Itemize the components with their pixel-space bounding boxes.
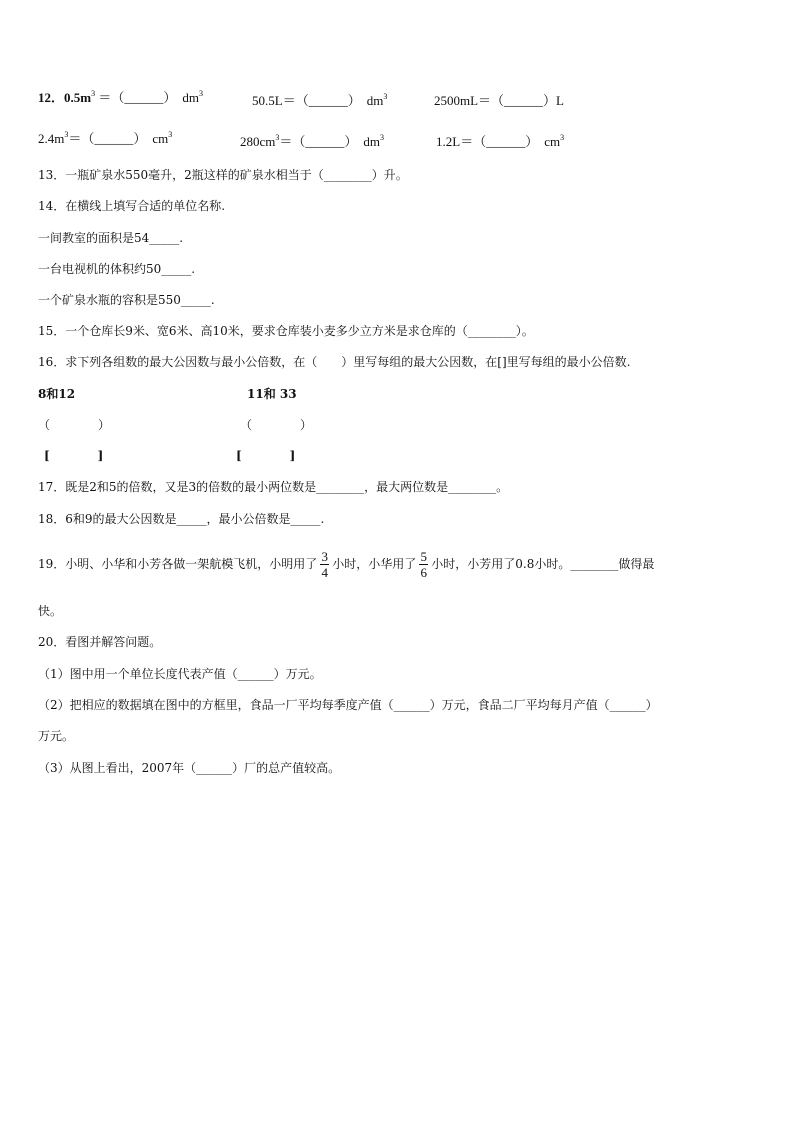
q12-r2-c3-left: 1.2L＝（______） bbox=[436, 134, 539, 149]
q12-r2-c1-eq: ＝（______） bbox=[68, 131, 147, 146]
q16-group1-bracket: [ ] bbox=[44, 449, 104, 463]
q12-r1-c2-unit: dm bbox=[366, 93, 384, 108]
q12-r2-c3-unit: cm bbox=[544, 134, 561, 149]
q19-line1 bbox=[38, 548, 654, 580]
q12-r2-c2-unit: dm bbox=[363, 134, 381, 149]
q18-text: 18．6和9的最大公因数是_____，最小公倍数是_____. bbox=[38, 512, 325, 526]
q12-row1 bbox=[38, 90, 203, 106]
q12-r1-c2-left: 50.5L＝（______） bbox=[252, 93, 361, 108]
q12-r1-c3-left: 2500mL＝（______）L bbox=[434, 93, 564, 108]
q16-group2-label: 11和 33 bbox=[247, 387, 297, 401]
q12-r2-c2 bbox=[240, 131, 384, 150]
q12-r2-c2-unit-sup: 3 bbox=[380, 133, 385, 142]
q14-item-1: 一间教室的面积是54_____. bbox=[38, 231, 184, 245]
q16-group2-paren: （ ） bbox=[240, 418, 313, 432]
q14-item-2: 一台电视机的体积约50_____. bbox=[38, 262, 196, 276]
q19-part2: 小时，小华用了 bbox=[332, 557, 417, 571]
q12-number: 12． bbox=[38, 90, 65, 105]
q12-r2-c1-unit: cm bbox=[152, 131, 169, 146]
q12-row2 bbox=[38, 131, 172, 147]
q12-r1-c1-left: 0.5m bbox=[64, 90, 92, 105]
q19-frac2-den: 6 bbox=[420, 565, 428, 580]
q19-part3: 小时，小芳用了0.8小时。________做得最 bbox=[431, 557, 655, 571]
q20-sub2b: 万元。 bbox=[38, 729, 75, 743]
q13-text: 13．一瓶矿泉水550毫升，2瓶这样的矿泉水相当于（________）升。 bbox=[38, 168, 408, 182]
q14-title: 14．在横线上填写合适的单位名称. bbox=[38, 199, 226, 213]
q12-r1-c1-sup: 3 bbox=[91, 89, 96, 98]
q20-sub2a: （2）把相应的数据填在图中的方框里，食品一厂平均每季度产值（______）万元，食品二厂平均每月产值（______） bbox=[38, 698, 658, 712]
q12-r1-c2-unit-sup: 3 bbox=[383, 92, 388, 101]
q12-r2-c2-eq: ＝（______） bbox=[279, 134, 358, 149]
q12-r1-c1-eq: ＝（______） bbox=[95, 90, 177, 105]
q12-r1-c1-unit: dm bbox=[182, 90, 199, 105]
q19-frac1-num: 3 bbox=[321, 549, 329, 564]
q12-r1-c1-unit-sup: 3 bbox=[199, 89, 203, 98]
q20-title: 20．看图并解答问题。 bbox=[38, 635, 162, 649]
q12-r2-c2-left: 280cm bbox=[240, 134, 276, 149]
q19-frac2-num: 5 bbox=[420, 549, 428, 564]
q12-r2-c3 bbox=[436, 131, 564, 150]
q12-r1-c3 bbox=[434, 90, 564, 109]
q19-fraction-1 bbox=[320, 549, 329, 580]
q19-part4: 快。 bbox=[38, 604, 63, 618]
q12-r2-c3-unit-sup: 3 bbox=[560, 133, 565, 142]
q16-group2-bracket: [ ] bbox=[236, 449, 296, 463]
q20-sub3: （3）从图上看出，2007年（______）厂的总产值较高。 bbox=[38, 761, 341, 775]
q19-frac1-den: 4 bbox=[321, 565, 329, 580]
q19-fraction-2 bbox=[419, 549, 428, 580]
q16-title: 16．求下列各组数的最大公因数与最小公倍数，在（ ）里写每组的最大公因数，在[]里写每组的最小公倍数. bbox=[38, 355, 631, 369]
q12-r1-c2 bbox=[252, 90, 387, 109]
q19-part1: 19．小明、小华和小芳各做一架航模飞机，小明用了 bbox=[38, 557, 318, 571]
q12-r2-c1-sup: 3 bbox=[64, 130, 69, 139]
q12-r2-c2-sup: 3 bbox=[275, 133, 280, 142]
q16-group1-label: 8和12 bbox=[38, 387, 76, 401]
q17-text: 17．既是2和5的倍数，又是3的倍数的最小两位数是________，最大两位数是________。 bbox=[38, 480, 509, 494]
q14-item-3: 一个矿泉水瓶的容积是550_____. bbox=[38, 293, 215, 307]
q12-r2-c1-unit-sup: 3 bbox=[168, 130, 173, 139]
q20-sub1: （1）图中用一个单位长度代表产值（______）万元。 bbox=[38, 667, 322, 681]
q15-text: 15．一个仓库长9米、宽6米、高10米，要求仓库装小麦多少立方米是求仓库的（________）。 bbox=[38, 324, 534, 338]
q16-group1-paren: （ ） bbox=[38, 418, 111, 432]
q12-r2-c1-left: 2.4m bbox=[38, 131, 65, 146]
